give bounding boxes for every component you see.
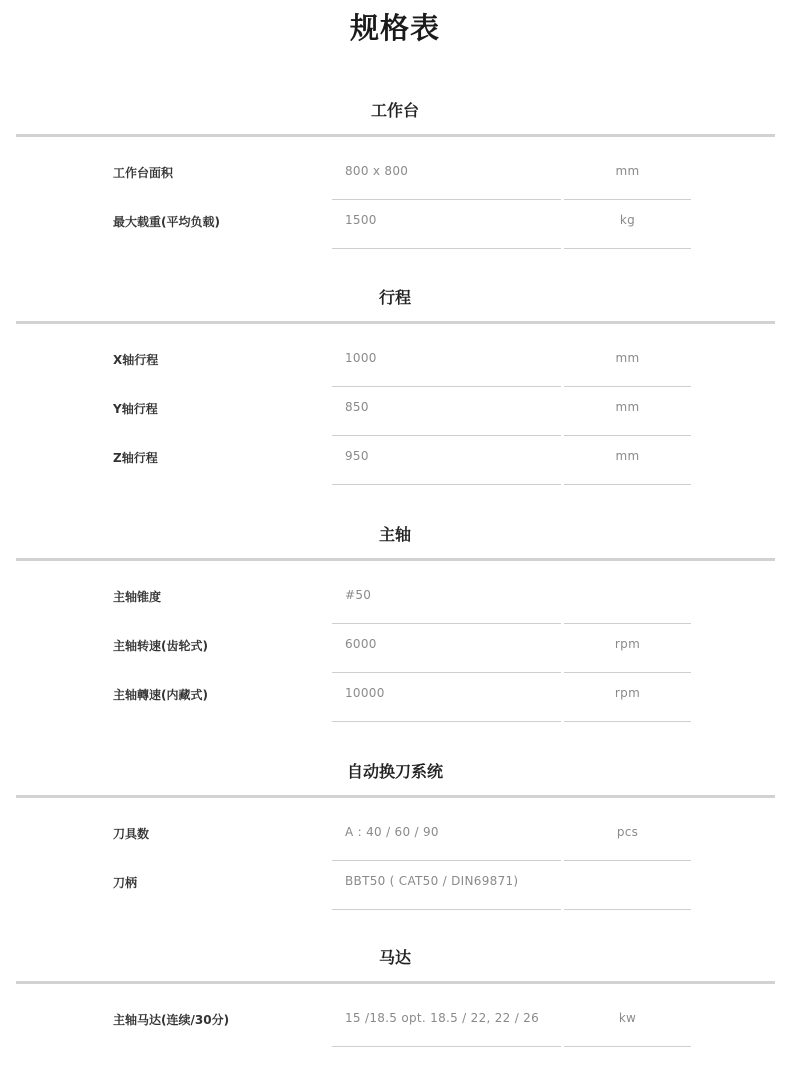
spec-value: 6000 <box>345 637 377 651</box>
spec-value: 950 <box>345 449 369 463</box>
section-title: 主轴 <box>378 525 411 544</box>
spec-label: Z轴行程 <box>113 451 158 465</box>
spec-value-cell <box>332 860 561 910</box>
spec-row <box>0 337 800 387</box>
spec-value-cell <box>332 672 561 722</box>
section-divider <box>16 134 775 137</box>
spec-unit: pcs <box>616 825 639 839</box>
spec-row <box>0 574 800 624</box>
spec-row <box>0 860 800 910</box>
spec-value: 1000 <box>345 351 377 365</box>
spec-unit: mm <box>615 164 640 178</box>
spec-value-cell <box>332 150 561 200</box>
spec-value-cell <box>332 435 561 485</box>
section-divider <box>16 981 775 984</box>
spec-row <box>0 997 800 1047</box>
spec-value: 15 /18.5 opt. 18.5 / 22, 22 / 26 <box>345 1011 540 1025</box>
spec-label: 主轴转速(齿轮式) <box>113 639 208 653</box>
spec-label: Y轴行程 <box>113 402 158 416</box>
spec-row <box>0 435 800 485</box>
spec-unit: rpm <box>614 637 641 651</box>
spec-value: 1500 <box>345 213 377 227</box>
spec-unit-cell <box>564 386 691 436</box>
section-divider <box>16 558 775 561</box>
spec-value-cell <box>332 386 561 436</box>
spec-label: 工作台面积 <box>113 166 174 180</box>
spec-unit: kw <box>618 1011 637 1025</box>
spec-row <box>0 150 800 200</box>
spec-unit-cell <box>564 997 691 1047</box>
spec-label: 主轴马达(连续/30分) <box>113 1013 230 1027</box>
spec-unit-cell <box>564 199 691 249</box>
section-title: 马达 <box>378 948 411 967</box>
spec-label: 主轴锥度 <box>113 590 162 604</box>
spec-value-cell <box>332 811 561 861</box>
spec-unit-cell <box>564 811 691 861</box>
spec-unit: mm <box>615 449 640 463</box>
spec-row <box>0 623 800 673</box>
spec-row <box>0 811 800 861</box>
spec-label: 最大载重(平均负载) <box>113 215 220 229</box>
spec-value: 850 <box>345 400 369 414</box>
spec-value: 10000 <box>345 686 385 700</box>
section-title: 行程 <box>378 288 411 307</box>
spec-value: #50 <box>345 588 372 602</box>
spec-row <box>0 672 800 722</box>
spec-value-cell <box>332 623 561 673</box>
spec-unit-cell <box>564 337 691 387</box>
spec-unit: mm <box>615 351 640 365</box>
spec-unit: rpm <box>614 686 641 700</box>
spec-label: 刀柄 <box>113 876 138 890</box>
spec-row <box>0 386 800 436</box>
spec-value-cell <box>332 199 561 249</box>
spec-value-cell <box>332 997 561 1047</box>
spec-unit-cell <box>564 435 691 485</box>
spec-unit-cell <box>564 672 691 722</box>
spec-unit-cell <box>564 574 691 624</box>
spec-label: 刀具数 <box>113 827 150 841</box>
section-divider <box>16 795 775 798</box>
spec-unit-cell <box>564 150 691 200</box>
spec-unit: mm <box>615 400 640 414</box>
spec-row <box>0 199 800 249</box>
spec-value: 800 x 800 <box>345 164 409 178</box>
spec-value-cell <box>332 337 561 387</box>
spec-label: 主轴轉速(内藏式) <box>113 688 208 702</box>
section-title: 工作台 <box>370 101 419 120</box>
spec-label: X轴行程 <box>113 353 159 367</box>
spec-unit-cell <box>564 623 691 673</box>
spec-unit: kg <box>619 213 636 227</box>
spec-value-cell <box>332 574 561 624</box>
section-divider <box>16 321 775 324</box>
section-title: 自动换刀系统 <box>346 762 443 781</box>
spec-value: BBT50 ( CAT50 / DIN69871) <box>345 874 519 888</box>
spec-value: A : 40 / 60 / 90 <box>345 825 439 839</box>
spec-unit-cell <box>564 860 691 910</box>
page-title: 规格表 <box>349 11 440 45</box>
